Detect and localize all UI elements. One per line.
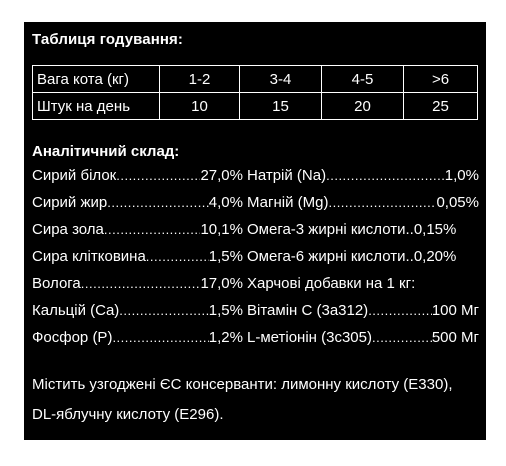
analysis-item: Сирий білок ..... 27,0% — [32, 167, 243, 193]
table-row — [33, 93, 478, 120]
table-cell: 15 — [240, 93, 322, 120]
analysis-item: Омега-6 жирні кислоти..0,20% — [247, 248, 457, 265]
analysis-item: Сирий жир ..... 4,0% — [32, 194, 243, 220]
feeding-info-panel — [24, 22, 486, 440]
analysis-subheading: Харчові добавки на 1 кг: — [247, 275, 416, 292]
table-cell: 4-5 — [322, 66, 404, 93]
analysis-item: Кальцій (Ca) ..... 1,5% — [32, 302, 243, 328]
feeding-table — [32, 65, 478, 120]
table-cell: 10 — [160, 93, 240, 120]
preservatives-note: Містить узгоджені ЄС консерванти: лимонну кислоту (E330), DL-яблучну кислоту (E296). — [32, 376, 453, 423]
table-cell: 25 — [404, 93, 478, 120]
analysis-item: Вітамін С (3а312) ..... 100 Мг — [247, 302, 479, 328]
analysis-item: Натрій (Na) ..... 1,0% — [247, 167, 479, 193]
table-cell: 1-2 — [160, 66, 240, 93]
row-header: Вага кота (кг) — [33, 66, 160, 93]
analysis-item: Сира клітковина ..... 1,5% — [32, 248, 243, 274]
feeding-table-title: Таблиця годування: — [32, 31, 184, 48]
analysis-title: Аналітичний склад: — [32, 143, 180, 160]
row-header: Штук на день — [33, 93, 160, 120]
table-cell: >6 — [404, 66, 478, 93]
table-cell: 20 — [322, 93, 404, 120]
table-cell: 3-4 — [240, 66, 322, 93]
table-row — [33, 66, 478, 93]
analysis-item: L-метіонін (3с305) ..... 500 Мг — [247, 329, 479, 355]
analysis-item: Сира зола ..... 10,1% — [32, 221, 243, 247]
analysis-item: Омега-3 жирні кислоти..0,15% — [247, 221, 457, 238]
analysis-item: Волога ..... 17,0% — [32, 275, 243, 301]
analysis-item: Магній (Mg) ..... 0,05% — [247, 194, 479, 220]
analysis-item: Фосфор (P) ..... 1,2% — [32, 329, 243, 355]
